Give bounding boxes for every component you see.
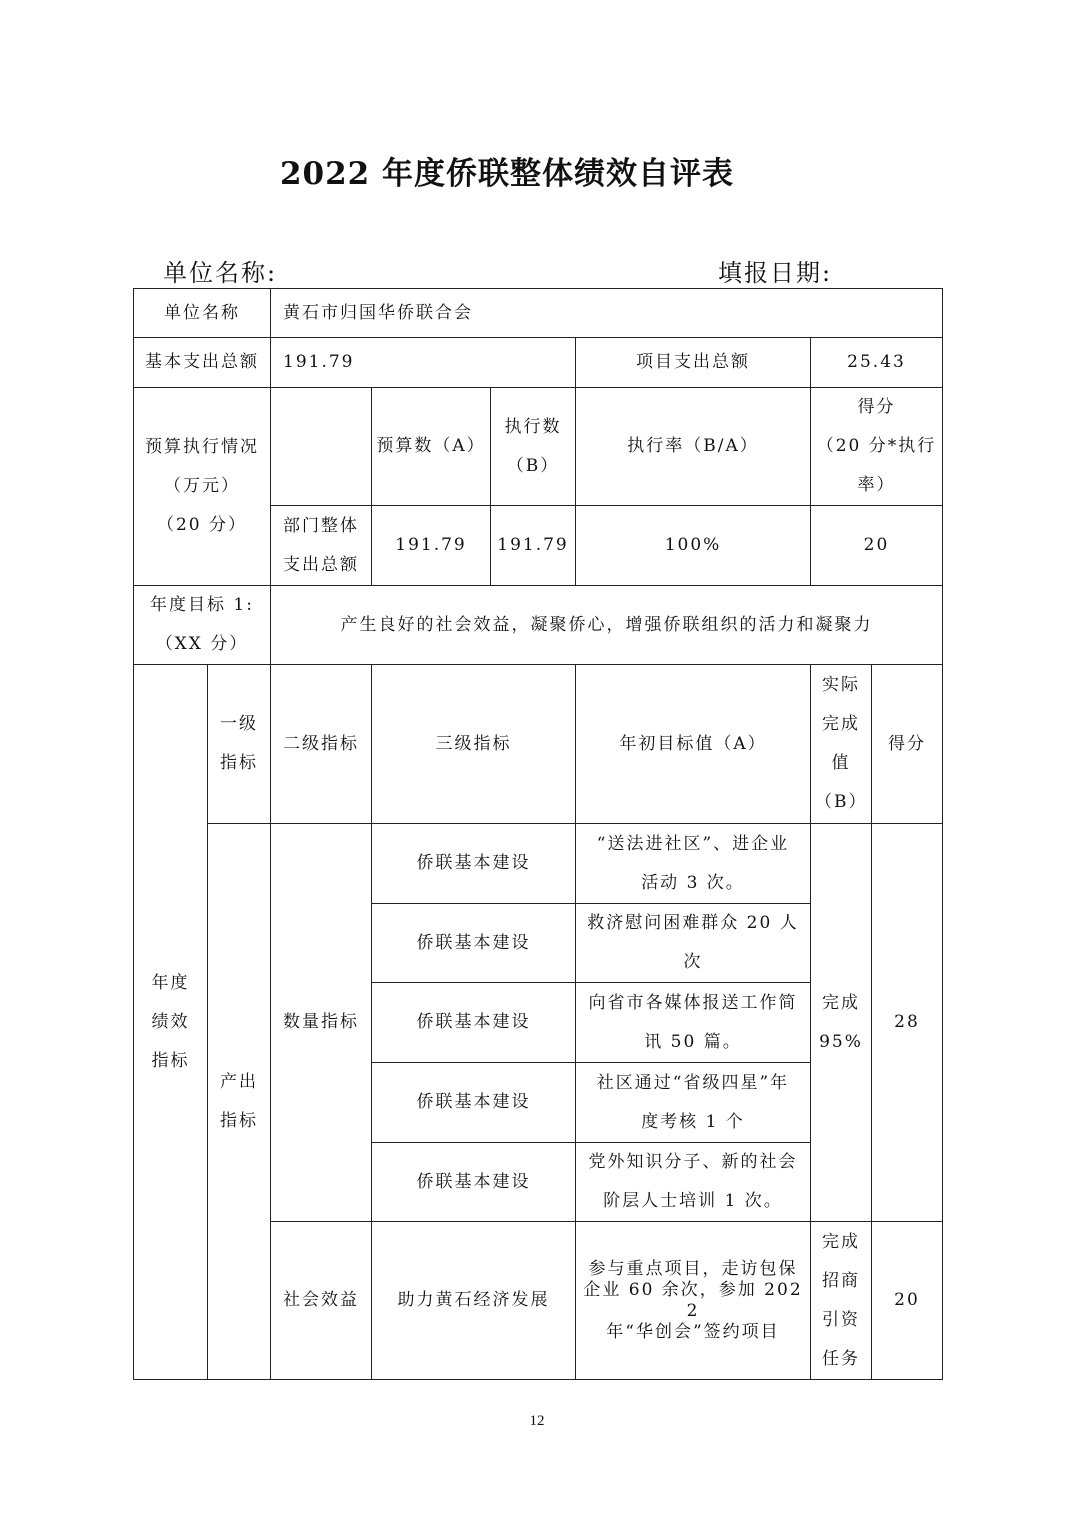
budget-execution-label <box>134 388 271 586</box>
unit-value-cell: 黄石市归国华侨联合会 <box>271 289 943 338</box>
target-line: 阶层人士培训 1 次。 <box>603 1191 783 1211</box>
annual-goal-text: 产生良好的社会效益，凝聚侨心，增强侨联组织的活力和凝聚力 <box>271 586 943 665</box>
exec-value: 191.79 <box>491 506 576 586</box>
budget-label-line: 预算执行情况 <box>145 437 259 457</box>
target-cell <box>576 1063 811 1143</box>
budget-label-line: （万元） <box>164 476 240 496</box>
level3-cell: 侨联基本建设 <box>372 983 576 1063</box>
actual-header-line: 实际 <box>822 675 860 695</box>
col-exec-line: （B） <box>506 455 560 476</box>
empty-cell <box>271 388 372 506</box>
col-exec-header <box>491 388 576 506</box>
target-line: “送法进社区”、进企业 <box>596 833 790 854</box>
target-line: 社区通过“省级四星”年 <box>596 1072 790 1093</box>
group1-actual <box>811 824 872 1222</box>
unit-name-label: 单位名称: <box>163 259 278 287</box>
level3-cell: 侨联基本建设 <box>372 904 576 983</box>
target-line: 讯 50 篇。 <box>644 1031 742 1052</box>
project-expense-value: 25.43 <box>811 338 943 388</box>
level1-output-label <box>208 824 271 1380</box>
self-evaluation-table <box>133 288 943 1380</box>
level1-header <box>208 665 271 824</box>
actual-line: 招商 <box>822 1270 860 1291</box>
dept-total-label <box>271 506 372 586</box>
col-score-line: （20 分*执行 <box>816 436 937 456</box>
level3-cell: 助力黄石经济发展 <box>372 1222 576 1380</box>
level3-cell: 侨联基本建设 <box>372 824 576 904</box>
col-rate-header: 执行率（B/A） <box>576 388 811 506</box>
level3-cell: 侨联基本建设 <box>372 1063 576 1143</box>
social-benefit-label: 社会效益 <box>271 1222 372 1380</box>
level1-header-line: 指标 <box>220 753 258 773</box>
target-line: 党外知识分子、新的社会 <box>588 1152 798 1172</box>
level3-cell: 侨联基本建设 <box>372 1143 576 1222</box>
group1-score: 28 <box>872 824 943 1222</box>
table-row <box>134 289 943 338</box>
col-budget-header: 预算数（A） <box>372 388 491 506</box>
actual-header-line: 值 <box>831 753 851 773</box>
score-header: 得分 <box>872 665 943 824</box>
goal-label-line: 年度目标 1: <box>150 595 254 615</box>
table-row <box>134 388 943 506</box>
dept-total-line: 部门整体 <box>283 515 359 536</box>
actual-header <box>811 665 872 824</box>
actual-line: 95% <box>819 1031 863 1052</box>
dept-total-line: 支出总额 <box>283 554 359 575</box>
rate-value: 100% <box>576 506 811 586</box>
actual-line: 引资 <box>822 1309 860 1330</box>
budget-label-line: （20 分） <box>156 515 248 535</box>
annual-goal-label <box>134 586 271 665</box>
side-label-line: 绩效 <box>151 1011 190 1032</box>
actual-line: 完成 <box>822 1231 860 1252</box>
actual-line: 任务 <box>822 1348 860 1369</box>
level1-header-line: 一级 <box>220 714 258 734</box>
target-cell <box>576 1222 811 1380</box>
col-score-header <box>811 388 943 506</box>
level2-header: 二级指标 <box>271 665 372 824</box>
target-cell <box>576 983 811 1063</box>
annual-indicator-label <box>134 665 208 1380</box>
level1-line: 指标 <box>220 1110 258 1131</box>
side-label-line: 年度 <box>151 972 190 993</box>
page-number: 12 <box>529 1413 545 1429</box>
col-score-line: 得分 <box>857 397 896 417</box>
fill-date-label: 填报日期: <box>718 259 833 287</box>
project-expense-label: 项目支出总额 <box>576 338 811 388</box>
target-line: 企业 60 余次，参加 2022 <box>583 1279 803 1321</box>
side-label-line: 指标 <box>151 1050 190 1071</box>
actual-header-line: 完成 <box>822 714 860 734</box>
target-header: 年初目标值（A） <box>576 665 811 824</box>
page-title: 2022 年度侨联整体绩效自评表 <box>279 156 735 192</box>
actual-header-line: （B） <box>815 792 868 812</box>
target-cell <box>576 1143 811 1222</box>
score-value: 20 <box>811 506 943 586</box>
target-line: 向省市各媒体报送工作简 <box>588 992 798 1013</box>
target-line: 参与重点项目，走访包保 <box>588 1258 798 1279</box>
target-line: 活动 3 次。 <box>641 872 745 893</box>
table-row <box>134 665 943 824</box>
basic-expense-value: 191.79 <box>271 338 576 388</box>
level1-line: 产出 <box>220 1071 258 1092</box>
target-cell <box>576 824 811 904</box>
unit-label-cell: 单位名称 <box>134 289 271 338</box>
target-line: 度考核 1 个 <box>641 1111 745 1132</box>
goal-label-line: （XX 分） <box>155 634 249 654</box>
col-exec-line: 执行数 <box>504 416 562 437</box>
table-row <box>134 586 943 665</box>
col-score-line: 率） <box>857 475 896 495</box>
group2-actual <box>811 1222 872 1380</box>
level3-header: 三级指标 <box>372 665 576 824</box>
quantity-indicator-label: 数量指标 <box>271 824 372 1222</box>
actual-line: 完成 <box>822 992 860 1013</box>
table-row <box>134 824 943 904</box>
group2-score: 20 <box>872 1222 943 1380</box>
target-cell: 救济慰问困难群众 20 人次 <box>576 904 811 983</box>
budget-value: 191.79 <box>372 506 491 586</box>
basic-expense-label: 基本支出总额 <box>134 338 271 388</box>
table-row <box>134 338 943 388</box>
target-line: 年“华创会”签约项目 <box>606 1321 780 1342</box>
